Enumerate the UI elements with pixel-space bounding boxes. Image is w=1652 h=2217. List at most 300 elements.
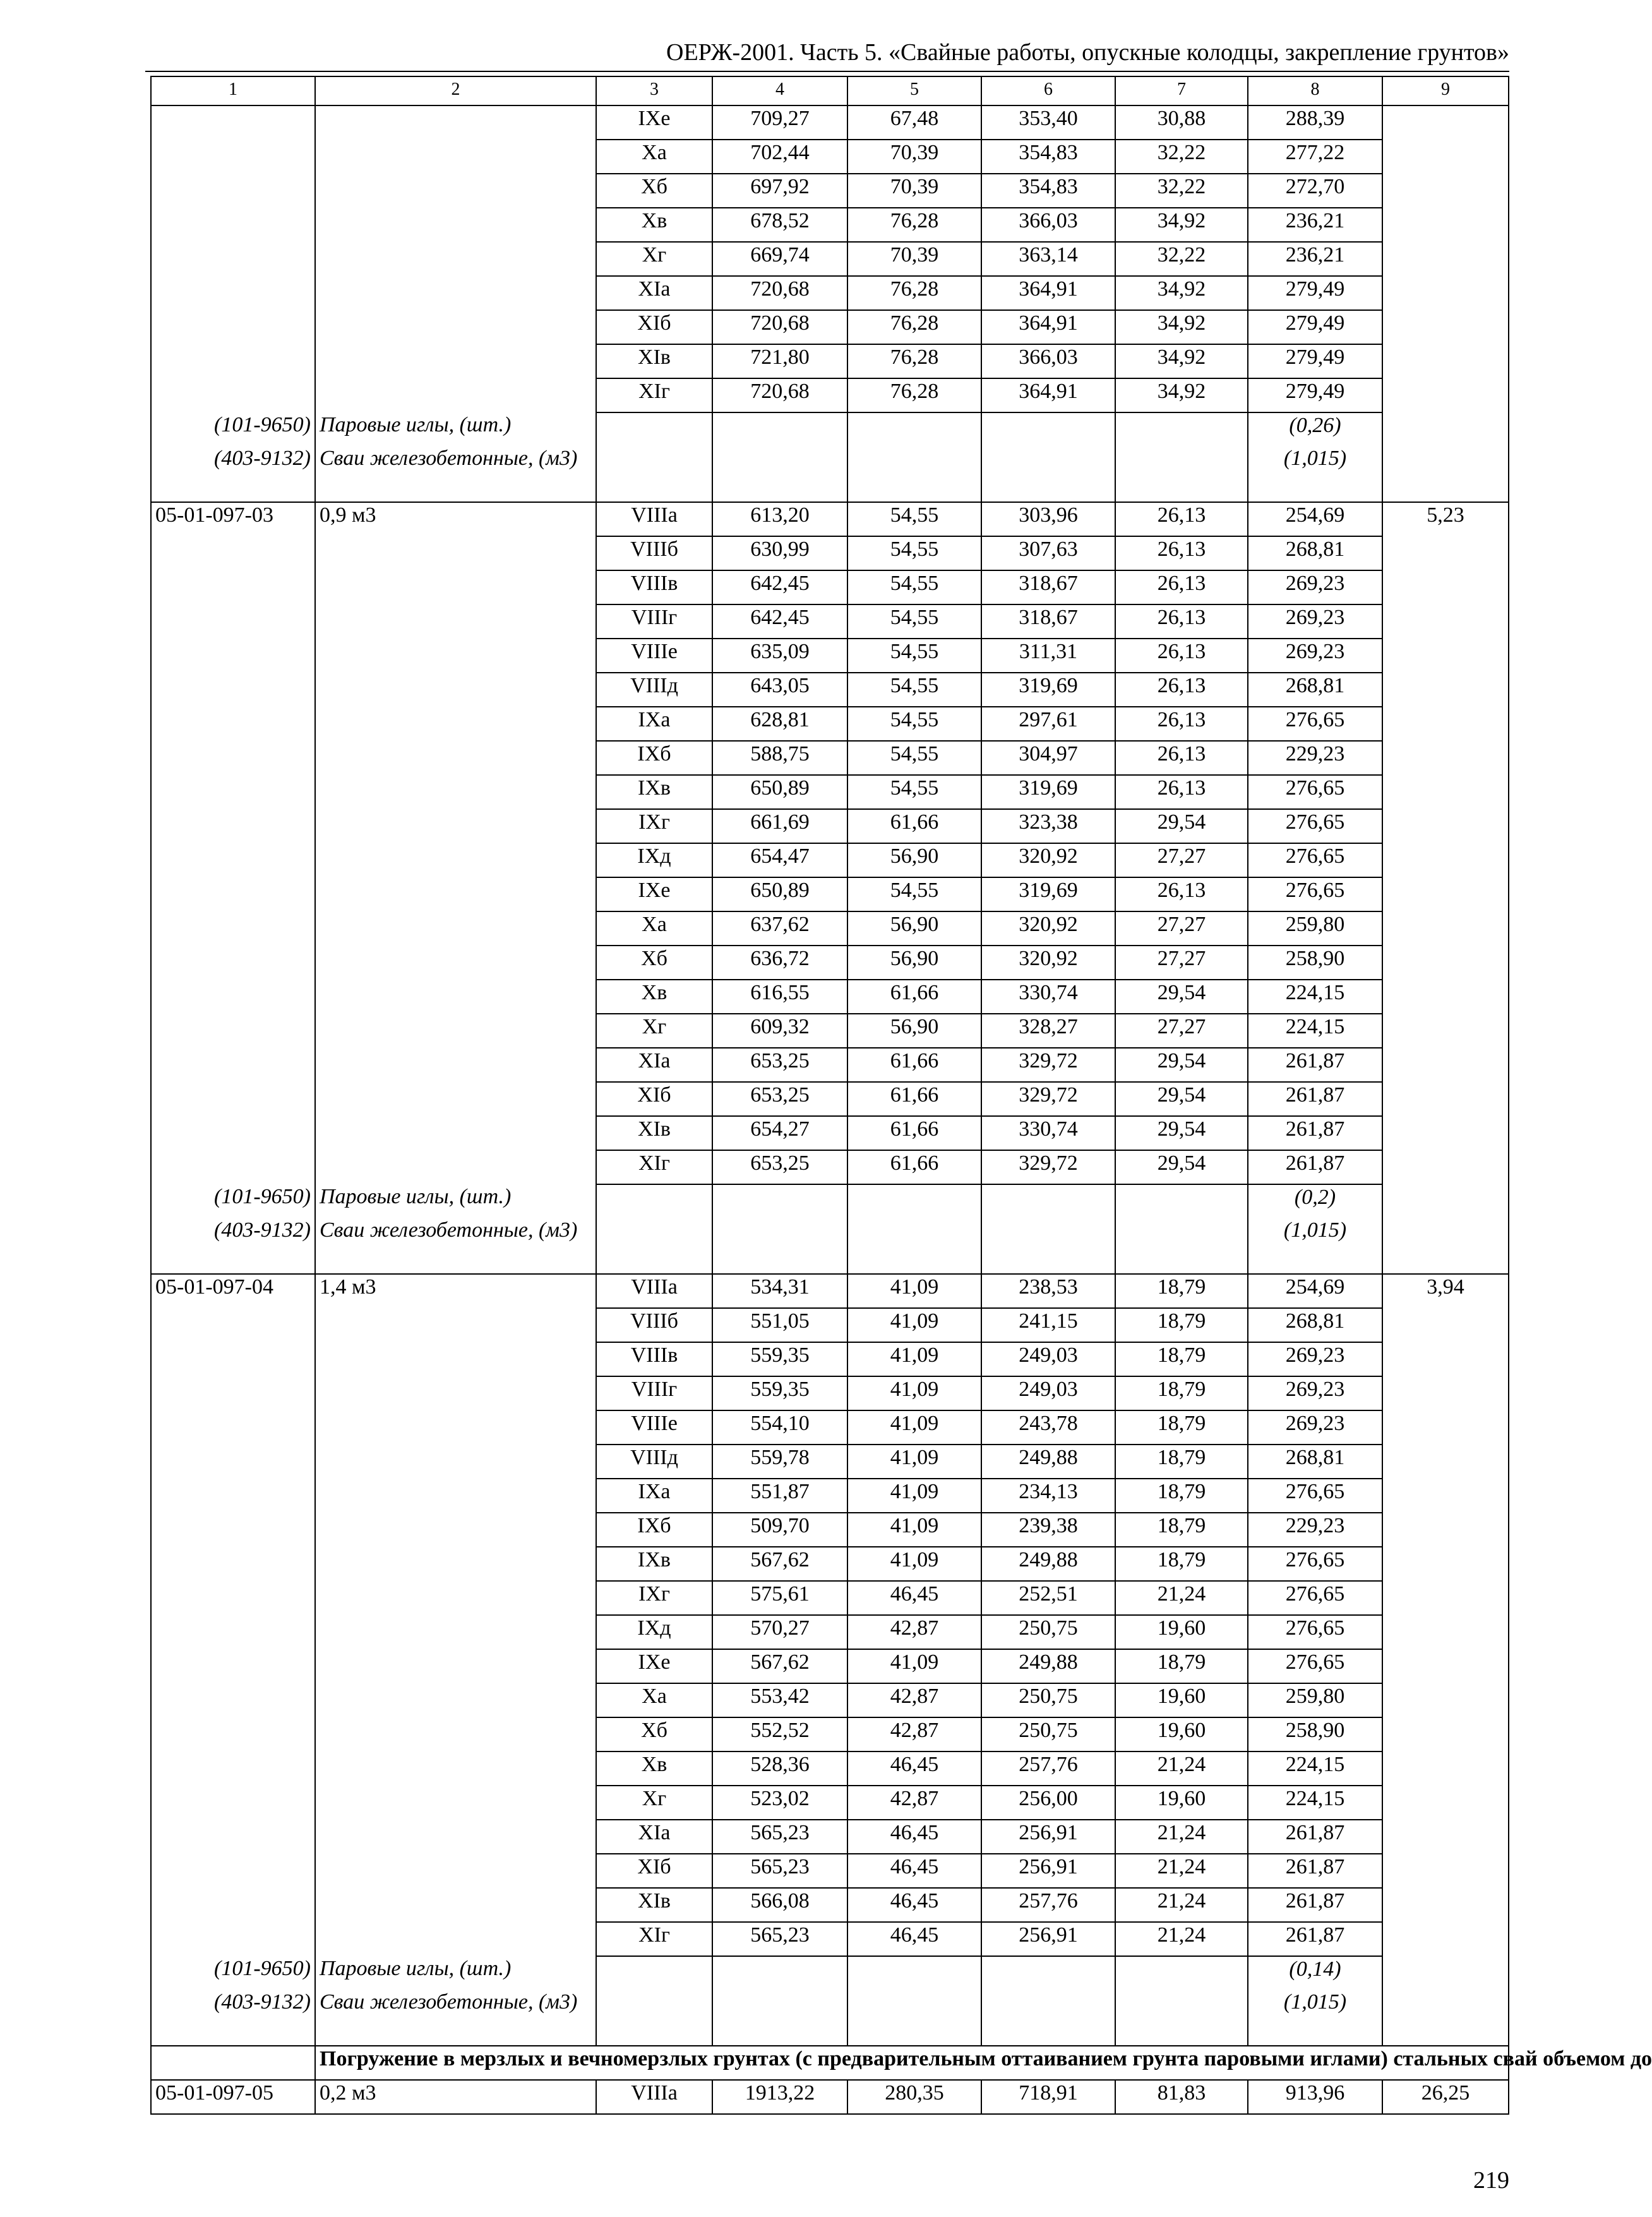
resource-row xyxy=(151,412,1509,446)
price-value: 67,48 xyxy=(847,105,981,140)
rate-code xyxy=(151,843,315,877)
col9-value xyxy=(1382,174,1509,208)
price-value: 46,45 xyxy=(847,1751,981,1786)
rate-unit xyxy=(315,741,596,775)
empty-cell xyxy=(1115,446,1248,502)
price-value: 609,32 xyxy=(712,1014,847,1048)
price-value: 34,92 xyxy=(1115,208,1248,242)
price-value: 269,23 xyxy=(1248,1342,1382,1376)
empty-cell xyxy=(981,1184,1115,1218)
price-value: 27,27 xyxy=(1115,911,1248,946)
zone-label: XIа xyxy=(596,1048,712,1082)
table-row xyxy=(151,1683,1509,1717)
price-value: 551,05 xyxy=(712,1308,847,1342)
price-value: 32,22 xyxy=(1115,174,1248,208)
price-value: 669,74 xyxy=(712,242,847,276)
rate-unit xyxy=(315,639,596,673)
table-row xyxy=(151,2080,1509,2114)
table-row xyxy=(151,140,1509,174)
price-value: 229,23 xyxy=(1248,741,1382,775)
empty-cell xyxy=(847,1218,981,1274)
rate-unit xyxy=(315,174,596,208)
rate-unit xyxy=(315,911,596,946)
price-value: 34,92 xyxy=(1115,378,1248,412)
empty-cell xyxy=(1382,1184,1509,1218)
price-value: 570,27 xyxy=(712,1615,847,1649)
zone-label: XIг xyxy=(596,1922,712,1956)
col9-value xyxy=(1382,1888,1509,1922)
zone-label: Xа xyxy=(596,140,712,174)
empty-cell xyxy=(847,446,981,502)
rate-unit xyxy=(315,1751,596,1786)
zone-label: VIIIб xyxy=(596,536,712,570)
zone-label: XIб xyxy=(596,1854,712,1888)
price-value: 21,24 xyxy=(1115,1922,1248,1956)
price-value: 32,22 xyxy=(1115,242,1248,276)
rate-code xyxy=(151,741,315,775)
rate-unit xyxy=(315,105,596,140)
rate-unit xyxy=(315,1410,596,1445)
rate-code xyxy=(151,1376,315,1410)
price-value: 559,78 xyxy=(712,1445,847,1479)
rate-code: 05-01-097-03 xyxy=(151,502,315,536)
rate-code xyxy=(151,1786,315,1820)
col9-value xyxy=(1382,242,1509,276)
zone-label: Xб xyxy=(596,174,712,208)
empty-cell xyxy=(1382,1956,1509,1990)
col9-value xyxy=(1382,310,1509,344)
zone-label: VIIIв xyxy=(596,1342,712,1376)
table-row xyxy=(151,378,1509,412)
column-number: 8 xyxy=(1248,76,1382,105)
price-value: 54,55 xyxy=(847,707,981,741)
price-value: 311,31 xyxy=(981,639,1115,673)
col9-value xyxy=(1382,1150,1509,1184)
col9-value xyxy=(1382,843,1509,877)
zone-label: IXв xyxy=(596,1547,712,1581)
rate-code xyxy=(151,1048,315,1082)
rate-unit xyxy=(315,208,596,242)
zone-label: XIв xyxy=(596,1888,712,1922)
price-value: 256,91 xyxy=(981,1922,1115,1956)
zone-label: VIIIа xyxy=(596,502,712,536)
col9-value xyxy=(1382,1410,1509,1445)
price-value: 276,65 xyxy=(1248,707,1382,741)
table-row xyxy=(151,1150,1509,1184)
table-row xyxy=(151,344,1509,378)
table-row xyxy=(151,1342,1509,1376)
rate-code xyxy=(151,536,315,570)
price-value: 250,75 xyxy=(981,1717,1115,1751)
resource-name: Паровые иглы, (шт.) xyxy=(315,1184,596,1218)
price-value: 29,54 xyxy=(1115,1150,1248,1184)
rate-code xyxy=(151,1547,315,1581)
table-row xyxy=(151,1048,1509,1082)
rate-code: 05-01-097-04 xyxy=(151,1274,315,1308)
zone-label: XIа xyxy=(596,276,712,310)
price-value: 567,62 xyxy=(712,1649,847,1683)
price-value: 329,72 xyxy=(981,1082,1115,1116)
price-value: 29,54 xyxy=(1115,809,1248,843)
table-row xyxy=(151,1888,1509,1922)
price-value: 61,66 xyxy=(847,809,981,843)
price-value: 241,15 xyxy=(981,1308,1115,1342)
price-value: 654,27 xyxy=(712,1116,847,1150)
rate-unit xyxy=(315,1513,596,1547)
rate-unit: 0,9 м3 xyxy=(315,502,596,536)
empty-cell xyxy=(1382,446,1509,502)
table-row xyxy=(151,1854,1509,1888)
zone-label: Xг xyxy=(596,1014,712,1048)
price-value: 353,40 xyxy=(981,105,1115,140)
col9-value xyxy=(1382,877,1509,911)
empty-cell xyxy=(1115,1184,1248,1218)
price-value: 56,90 xyxy=(847,843,981,877)
price-value: 261,87 xyxy=(1248,1048,1382,1082)
col9-value xyxy=(1382,1547,1509,1581)
price-value: 720,68 xyxy=(712,310,847,344)
rate-code xyxy=(151,1649,315,1683)
empty-cell xyxy=(1115,1218,1248,1274)
price-value: 318,67 xyxy=(981,570,1115,604)
price-value: 272,70 xyxy=(1248,174,1382,208)
table-row xyxy=(151,1308,1509,1342)
empty-cell xyxy=(1115,412,1248,446)
price-value: 650,89 xyxy=(712,877,847,911)
table-row xyxy=(151,877,1509,911)
col9-value xyxy=(1382,1014,1509,1048)
table-row xyxy=(151,1547,1509,1581)
table-row xyxy=(151,1479,1509,1513)
price-value: 320,92 xyxy=(981,843,1115,877)
price-value: 18,79 xyxy=(1115,1445,1248,1479)
col9-value xyxy=(1382,809,1509,843)
price-value: 42,87 xyxy=(847,1683,981,1717)
rate-code xyxy=(151,1479,315,1513)
rate-code xyxy=(151,1014,315,1048)
price-value: 653,25 xyxy=(712,1048,847,1082)
price-value: 268,81 xyxy=(1248,536,1382,570)
rate-unit xyxy=(315,1048,596,1082)
rate-unit xyxy=(315,1615,596,1649)
rate-unit xyxy=(315,980,596,1014)
rate-code xyxy=(151,1150,315,1184)
col9-value xyxy=(1382,1513,1509,1547)
price-value: 249,88 xyxy=(981,1445,1115,1479)
empty-cell xyxy=(847,1990,981,2046)
price-value: 269,23 xyxy=(1248,604,1382,639)
table-row xyxy=(151,1445,1509,1479)
empty-cell xyxy=(1382,412,1509,446)
price-value: 56,90 xyxy=(847,1014,981,1048)
resource-name: Сваи железобетонные, (м3) xyxy=(315,1218,596,1274)
zone-label: XIв xyxy=(596,344,712,378)
price-value: 26,13 xyxy=(1115,639,1248,673)
col9-value xyxy=(1382,1082,1509,1116)
price-value: 18,79 xyxy=(1115,1410,1248,1445)
column-number: 7 xyxy=(1115,76,1248,105)
empty-cell xyxy=(847,412,981,446)
col9-value xyxy=(1382,1376,1509,1410)
rate-unit xyxy=(315,536,596,570)
rate-code xyxy=(151,1082,315,1116)
price-value: 319,69 xyxy=(981,877,1115,911)
col9-value xyxy=(1382,604,1509,639)
price-value: 41,09 xyxy=(847,1274,981,1308)
price-value: 46,45 xyxy=(847,1581,981,1615)
price-value: 26,13 xyxy=(1115,570,1248,604)
col9-value xyxy=(1382,1854,1509,1888)
price-value: 249,03 xyxy=(981,1376,1115,1410)
price-value: 259,80 xyxy=(1248,911,1382,946)
table-row xyxy=(151,1717,1509,1751)
resource-code: (101-9650) xyxy=(151,1184,315,1218)
column-number: 3 xyxy=(596,76,712,105)
zone-label: XIа xyxy=(596,1820,712,1854)
price-value: 718,91 xyxy=(981,2080,1115,2114)
resource-row xyxy=(151,1218,1509,1274)
rate-code xyxy=(151,1445,315,1479)
price-value: 34,92 xyxy=(1115,310,1248,344)
table-row xyxy=(151,775,1509,809)
col9-value xyxy=(1382,911,1509,946)
table-row xyxy=(151,1116,1509,1150)
rate-code xyxy=(151,1615,315,1649)
price-value: 276,65 xyxy=(1248,1479,1382,1513)
resource-value: (0,14) xyxy=(1248,1956,1382,1990)
price-value: 276,65 xyxy=(1248,843,1382,877)
col9-value xyxy=(1382,105,1509,140)
resource-code: (403-9132) xyxy=(151,1990,315,2046)
price-value: 46,45 xyxy=(847,1922,981,1956)
col9-value xyxy=(1382,1683,1509,1717)
price-value: 276,65 xyxy=(1248,1581,1382,1615)
price-value: 238,53 xyxy=(981,1274,1115,1308)
price-value: 268,81 xyxy=(1248,673,1382,707)
col9-value xyxy=(1382,980,1509,1014)
price-value: 236,21 xyxy=(1248,208,1382,242)
price-value: 642,45 xyxy=(712,570,847,604)
price-value: 249,88 xyxy=(981,1649,1115,1683)
price-value: 26,13 xyxy=(1115,877,1248,911)
rate-code xyxy=(151,378,315,412)
column-number: 1 xyxy=(151,76,315,105)
price-value: 257,76 xyxy=(981,1888,1115,1922)
resource-value: (1,015) xyxy=(1248,1990,1382,2046)
empty-cell xyxy=(847,1184,981,1218)
price-value: 46,45 xyxy=(847,1820,981,1854)
price-value: 258,90 xyxy=(1248,946,1382,980)
price-value: 288,39 xyxy=(1248,105,1382,140)
price-value: 27,27 xyxy=(1115,1014,1248,1048)
price-value: 29,54 xyxy=(1115,1048,1248,1082)
price-value: 678,52 xyxy=(712,208,847,242)
price-value: 18,79 xyxy=(1115,1513,1248,1547)
price-value: 303,96 xyxy=(981,502,1115,536)
rate-unit xyxy=(315,1479,596,1513)
table-row xyxy=(151,1615,1509,1649)
table-row xyxy=(151,911,1509,946)
price-value: 551,87 xyxy=(712,1479,847,1513)
empty-cell xyxy=(596,1218,712,1274)
table-row xyxy=(151,673,1509,707)
price-value: 566,08 xyxy=(712,1888,847,1922)
col9-value xyxy=(1382,673,1509,707)
price-value: 1913,22 xyxy=(712,2080,847,2114)
price-value: 330,74 xyxy=(981,1116,1115,1150)
rate-unit xyxy=(315,1820,596,1854)
rate-unit xyxy=(315,877,596,911)
price-value: 650,89 xyxy=(712,775,847,809)
rate-unit xyxy=(315,1581,596,1615)
price-value: 702,44 xyxy=(712,140,847,174)
price-value: 32,22 xyxy=(1115,140,1248,174)
rate-unit xyxy=(315,570,596,604)
price-value: 304,97 xyxy=(981,741,1115,775)
rate-unit xyxy=(315,809,596,843)
rate-code: 05-01-097-05 xyxy=(151,2080,315,2114)
rate-code xyxy=(151,1342,315,1376)
rate-code xyxy=(151,208,315,242)
table-row xyxy=(151,1786,1509,1820)
price-value: 354,83 xyxy=(981,174,1115,208)
col9-value xyxy=(1382,639,1509,673)
zone-label: VIIIб xyxy=(596,1308,712,1342)
price-value: 41,09 xyxy=(847,1445,981,1479)
col9-value xyxy=(1382,946,1509,980)
price-value: 54,55 xyxy=(847,673,981,707)
col9-value xyxy=(1382,344,1509,378)
rate-unit xyxy=(315,1547,596,1581)
resource-name: Паровые иглы, (шт.) xyxy=(315,412,596,446)
col9-value xyxy=(1382,1717,1509,1751)
empty-cell xyxy=(712,1956,847,1990)
price-value: 26,13 xyxy=(1115,673,1248,707)
resource-value: (1,015) xyxy=(1248,1218,1382,1274)
rate-code xyxy=(151,276,315,310)
table-row xyxy=(151,1820,1509,1854)
empty-cell xyxy=(596,1184,712,1218)
section-heading: Погружение в мерзлых и вечномерзлых грунтах (с предварительным оттаиванием грунта паровыми иглами) стальных свай объемом до xyxy=(315,2046,1509,2080)
table-row xyxy=(151,707,1509,741)
price-value: 41,09 xyxy=(847,1308,981,1342)
col9-value xyxy=(1382,1820,1509,1854)
rate-code xyxy=(151,877,315,911)
price-value: 27,27 xyxy=(1115,946,1248,980)
resource-row xyxy=(151,1990,1509,2046)
price-value: 19,60 xyxy=(1115,1786,1248,1820)
price-value: 250,75 xyxy=(981,1615,1115,1649)
rate-code xyxy=(151,775,315,809)
price-value: 256,91 xyxy=(981,1820,1115,1854)
price-value: 41,09 xyxy=(847,1649,981,1683)
rate-unit xyxy=(315,1854,596,1888)
price-value: 528,36 xyxy=(712,1751,847,1786)
price-value: 26,13 xyxy=(1115,707,1248,741)
zone-label: VIIIд xyxy=(596,673,712,707)
price-value: 252,51 xyxy=(981,1581,1115,1615)
zone-label: IXб xyxy=(596,1513,712,1547)
zone-label: Xа xyxy=(596,911,712,946)
price-value: 54,55 xyxy=(847,639,981,673)
zone-label: Xг xyxy=(596,242,712,276)
price-value: 323,38 xyxy=(981,809,1115,843)
price-value: 261,87 xyxy=(1248,1854,1382,1888)
price-value: 256,00 xyxy=(981,1786,1115,1820)
empty-cell xyxy=(1115,1956,1248,1990)
price-value: 236,21 xyxy=(1248,242,1382,276)
price-value: 268,81 xyxy=(1248,1308,1382,1342)
rate-unit xyxy=(315,1649,596,1683)
price-value: 653,25 xyxy=(712,1150,847,1184)
resource-code: (403-9132) xyxy=(151,1218,315,1274)
price-value: 26,13 xyxy=(1115,502,1248,536)
zone-label: Xв xyxy=(596,208,712,242)
empty-cell xyxy=(596,412,712,446)
column-number: 4 xyxy=(712,76,847,105)
rate-unit xyxy=(315,775,596,809)
price-value: 277,22 xyxy=(1248,140,1382,174)
price-value: 61,66 xyxy=(847,980,981,1014)
price-value: 26,13 xyxy=(1115,536,1248,570)
rate-code xyxy=(151,1683,315,1717)
resource-row xyxy=(151,1956,1509,1990)
rate-code xyxy=(151,1308,315,1342)
table-row xyxy=(151,310,1509,344)
price-value: 18,79 xyxy=(1115,1547,1248,1581)
price-value: 319,69 xyxy=(981,775,1115,809)
rate-unit xyxy=(315,1014,596,1048)
table-row xyxy=(151,1082,1509,1116)
price-value: 54,55 xyxy=(847,570,981,604)
price-value: 42,87 xyxy=(847,1717,981,1751)
price-value: 628,81 xyxy=(712,707,847,741)
column-number-row xyxy=(151,76,1509,105)
price-value: 224,15 xyxy=(1248,1786,1382,1820)
zone-label: Xб xyxy=(596,1717,712,1751)
price-value: 254,69 xyxy=(1248,1274,1382,1308)
table-row xyxy=(151,1376,1509,1410)
rate-code xyxy=(151,1581,315,1615)
price-value: 279,49 xyxy=(1248,276,1382,310)
rate-code xyxy=(151,105,315,140)
rate-unit xyxy=(315,1116,596,1150)
price-value: 553,42 xyxy=(712,1683,847,1717)
price-value: 654,47 xyxy=(712,843,847,877)
col9-value xyxy=(1382,536,1509,570)
col9-value xyxy=(1382,208,1509,242)
column-number: 2 xyxy=(315,76,596,105)
table-row xyxy=(151,639,1509,673)
price-value: 329,72 xyxy=(981,1048,1115,1082)
price-value: 249,03 xyxy=(981,1342,1115,1376)
zone-label: Xб xyxy=(596,946,712,980)
zone-label: IXг xyxy=(596,809,712,843)
price-value: 56,90 xyxy=(847,946,981,980)
rate-code xyxy=(151,570,315,604)
price-value: 552,52 xyxy=(712,1717,847,1751)
price-value: 54,55 xyxy=(847,536,981,570)
price-value: 254,69 xyxy=(1248,502,1382,536)
price-value: 243,78 xyxy=(981,1410,1115,1445)
price-value: 269,23 xyxy=(1248,1410,1382,1445)
rate-code xyxy=(151,140,315,174)
table-row xyxy=(151,570,1509,604)
col9-value: 3,94 xyxy=(1382,1274,1509,1308)
price-value: 364,91 xyxy=(981,310,1115,344)
zone-label: XIг xyxy=(596,378,712,412)
price-value: 276,65 xyxy=(1248,809,1382,843)
